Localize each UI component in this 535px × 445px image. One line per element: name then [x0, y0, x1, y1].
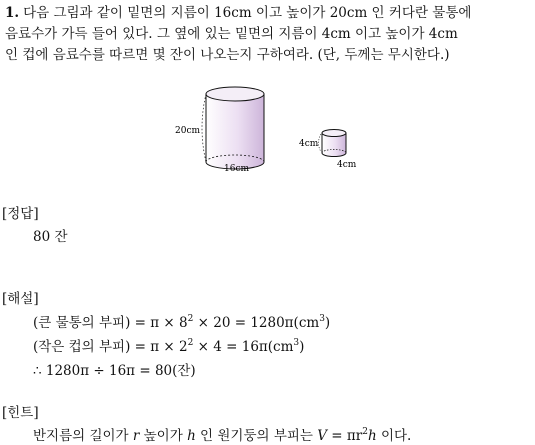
answer-value: 80 잔 [33, 229, 68, 245]
hint-part-1: 반지름의 길이가 [33, 428, 133, 444]
hint-formula-h: h [367, 428, 377, 444]
solution-line-2 [33, 338, 304, 356]
solution-1-eq: = π × 8 [130, 315, 188, 331]
solution-line-1 [33, 314, 330, 332]
solution-2-close: ) [299, 339, 305, 355]
hint-var-r: r [132, 428, 140, 444]
problem-line-1 [5, 4, 471, 22]
problem-line-3 [5, 46, 450, 64]
problem-text-1: 다음 그림과 같이 밑면의 지름이 16cm 이고 높이가 20cm 인 커다란 물통에 [23, 5, 472, 21]
cylinders-figure [170, 72, 370, 180]
solution-2-rest: × 4 = 16π(cm [193, 339, 294, 355]
large-diameter-label: 16cm [224, 164, 250, 174]
small-cylinder [319, 130, 347, 157]
solution-1-label: (큰 물통의 부피) [33, 315, 131, 331]
hint-var-h: h [187, 428, 196, 444]
solution-2-exp: 2 [187, 338, 194, 348]
solution-1-unit-exp: 3 [319, 314, 325, 324]
hint-text [33, 427, 411, 445]
hint-heading: [힌트] [2, 405, 39, 421]
hint-formula-eq: = πr [327, 428, 363, 444]
solution-1-exp: 2 [187, 314, 194, 324]
hint-part-3: 인 원기둥의 부피는 [195, 428, 318, 444]
problem-line-2 [5, 25, 458, 43]
small-height-label: 4cm [299, 139, 319, 149]
hint-ending: 이다. [376, 428, 412, 444]
solution-2-eq: = π × 2 [130, 339, 188, 355]
problem-text-3: 인 컵에 음료수를 따르면 몇 잔이 나오는지 구하여라. (단, 두께는 무시한다.) [5, 47, 450, 63]
answer-heading: [정답] [2, 206, 39, 222]
hint-formula-exp: 2 [362, 427, 368, 437]
problem-text-2: 음료수가 가득 들어 있다. 그 옆에 있는 밑면의 지름이 4cm 이고 높이가 4cm [5, 26, 458, 42]
solution-1-rest: × 20 = 1280π(cm [193, 315, 320, 331]
large-height-label: 20cm [175, 126, 201, 136]
problem-number: 1. [5, 5, 20, 21]
solution-2-unit-exp: 3 [293, 338, 300, 348]
large-cylinder [202, 87, 264, 169]
solution-2-label: (작은 컵의 부피) [33, 339, 131, 355]
solution-1-close: ) [324, 315, 331, 331]
small-diameter-label: 4cm [337, 160, 357, 170]
hint-part-2: 높이가 [139, 428, 188, 444]
hint-var-V: V [317, 428, 328, 444]
solution-heading: [해설] [2, 291, 39, 307]
solution-line-3: ∴ 1280π ÷ 16π = 80(잔) [33, 363, 196, 379]
